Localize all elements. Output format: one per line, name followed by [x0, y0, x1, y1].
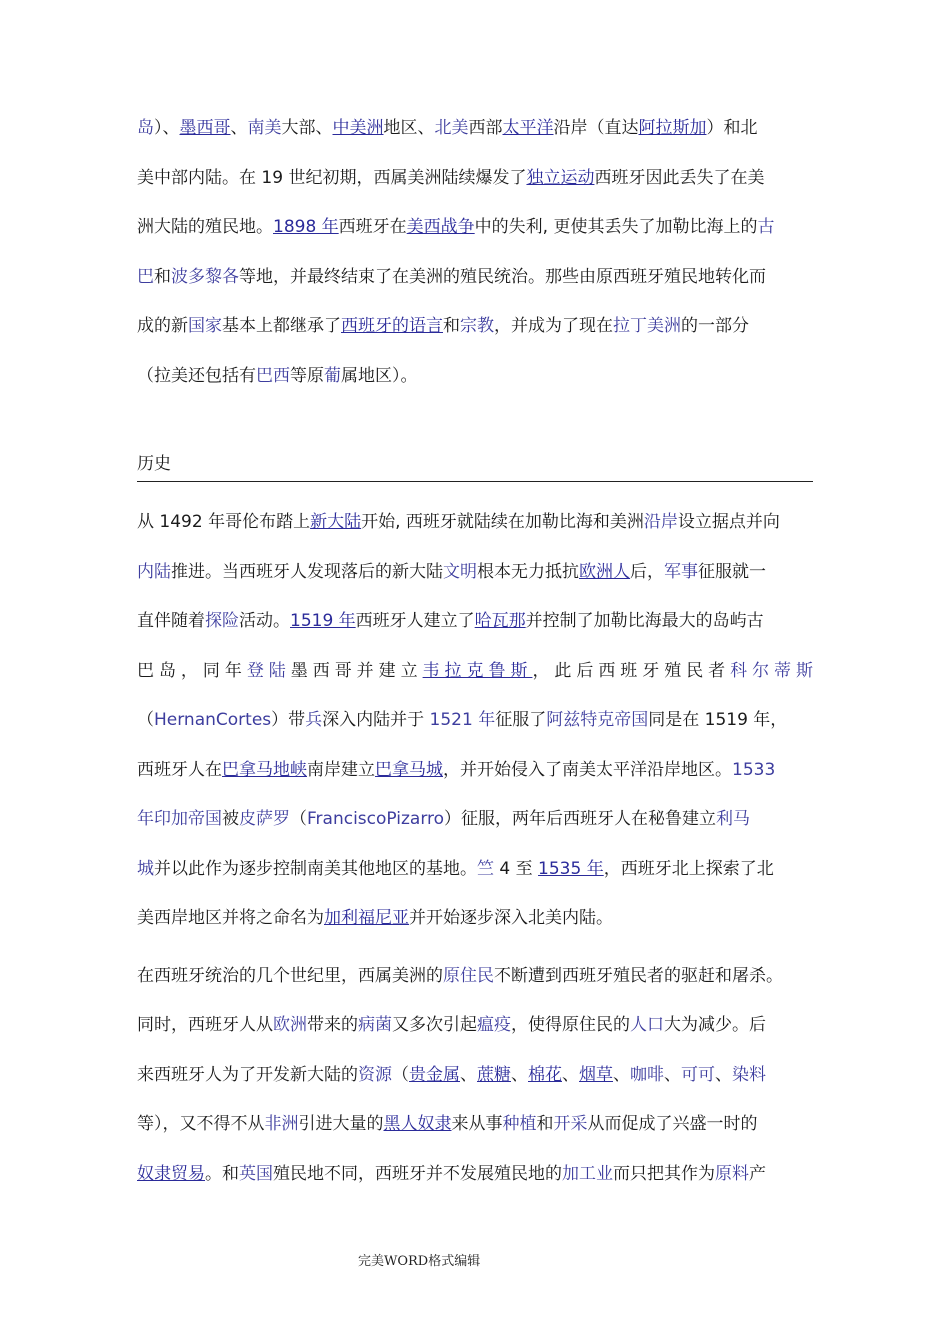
text-line: [137, 952, 813, 1002]
text-run: （拉美还包括有: [137, 365, 256, 386]
text-run: 被: [222, 809, 239, 829]
text-run: 和: [154, 266, 171, 287]
text-run: 来从事: [451, 1114, 503, 1134]
colored-term: 皮萨罗: [239, 809, 290, 829]
text-line: [137, 352, 813, 402]
hyperlink[interactable]: 黑人奴隶: [383, 1114, 452, 1134]
hyperlink[interactable]: 烟草: [579, 1064, 613, 1085]
text-run: ，并开始侵入了南美太平洋沿岸地区。: [443, 759, 732, 780]
text-run: ）带: [271, 710, 306, 730]
document-page: [137, 104, 813, 1199]
text-run: 美西岸地区并将之命名为: [137, 908, 324, 928]
text-run: ）征服，两年后西班牙人在秘鲁建立: [444, 809, 717, 829]
colored-term: 岛: [137, 118, 154, 138]
hyperlink[interactable]: 1898 年: [273, 217, 339, 237]
colored-term: 兵: [305, 710, 323, 730]
text-line: [137, 746, 813, 796]
text-run: ，使得原住民的: [511, 1015, 630, 1035]
text-run: 并控制了加勒比海最大的岛屿古: [525, 611, 764, 631]
text-line: [137, 1100, 813, 1150]
text-run: 巴岛，同年: [137, 660, 247, 681]
text-line: [137, 894, 813, 944]
hyperlink[interactable]: 中美洲: [332, 118, 384, 138]
text-run: 、: [613, 1064, 630, 1085]
text-run: 美中部内陆。在 19 世纪初期，西属美洲陆续爆发了: [137, 167, 527, 188]
colored-term: 1533: [732, 759, 776, 780]
colored-term: 1521 年: [429, 710, 496, 730]
text-run: 和: [536, 1114, 554, 1134]
colored-term: 内陆: [137, 561, 171, 582]
colored-term: 欧洲: [273, 1015, 307, 1035]
text-run: 带来的: [307, 1015, 358, 1035]
hyperlink[interactable]: 奴隶贸易: [137, 1163, 205, 1184]
hyperlink[interactable]: 加利福尼亚: [324, 908, 409, 928]
colored-term: 葡: [324, 365, 341, 386]
text-run: 不断遭到西班牙殖民者的驱赶和屠杀。: [494, 965, 783, 986]
text-line: [137, 154, 813, 204]
colored-term: 波多黎各: [171, 266, 239, 287]
text-run: 深入内陆并于: [322, 710, 430, 730]
text-run: 征服就一: [698, 561, 766, 582]
colored-term: 竺: [477, 858, 494, 879]
text-run: 。和: [205, 1163, 239, 1184]
colored-term: 年: [137, 809, 154, 829]
text-run: 并开始逐步深入北美内陆。: [409, 908, 613, 928]
colored-term: 可可: [681, 1064, 715, 1085]
text-run: 中的失利, 更使其丢失了加勒比海上的: [474, 217, 758, 237]
text-run: 等），又不得不从: [137, 1114, 265, 1134]
text-run: 同是在 1519 年，: [648, 710, 788, 730]
hyperlink[interactable]: 哈瓦那: [474, 611, 526, 631]
section-heading: 历史: [137, 447, 813, 482]
colored-term: HernanCortes: [154, 710, 272, 730]
text-run: 成的新: [137, 316, 188, 336]
colored-term: 原住民: [443, 965, 494, 986]
text-run: 开始, 西班牙就陆续在加勒比海和美洲: [361, 512, 644, 532]
text-run: 活动。: [239, 611, 290, 631]
text-line: [137, 1150, 813, 1200]
text-run: 殖民地不同，西班牙并不发展殖民地的: [273, 1163, 562, 1184]
hyperlink[interactable]: 太平洋: [502, 118, 554, 138]
colored-term: 宗教: [460, 316, 494, 336]
text-line: [137, 1001, 813, 1051]
text-run: 、: [230, 118, 248, 138]
text-run: 产: [749, 1163, 766, 1184]
text-run: 后，: [630, 561, 664, 582]
text-line: [137, 104, 813, 154]
text-run: 设立据点并向: [677, 512, 780, 532]
text-run: 西班牙在: [338, 217, 407, 237]
colored-term: 人口: [630, 1015, 664, 1035]
text-line: [137, 597, 813, 647]
paragraph-colonial-summary: [137, 104, 813, 401]
hyperlink[interactable]: 欧洲人: [579, 561, 630, 582]
colored-term: 印加帝国: [154, 809, 222, 829]
text-line: [137, 696, 813, 746]
hyperlink[interactable]: 西班牙的语言: [341, 316, 443, 336]
hyperlink[interactable]: 巴拿马地峡: [222, 759, 307, 780]
colored-term: 英国: [239, 1163, 273, 1184]
hyperlink[interactable]: 独立运动: [526, 167, 595, 188]
colored-term: 病菌: [358, 1015, 392, 1035]
paragraph-colonial-rule: [137, 952, 813, 1200]
text-run: ，西班牙北上探索了北: [603, 858, 774, 879]
text-run: ）、: [154, 118, 180, 138]
hyperlink[interactable]: 贵金属: [409, 1064, 460, 1085]
colored-term: 国家: [188, 316, 222, 336]
text-line: [137, 253, 813, 303]
colored-term: 开采: [553, 1114, 588, 1134]
colored-term: FranciscoPizarro: [307, 809, 445, 829]
colored-term: 南美: [247, 118, 282, 138]
text-run: 4 至: [494, 858, 539, 879]
hyperlink[interactable]: 韦拉克鲁斯: [422, 660, 533, 681]
text-run: 同时，西班牙人从: [137, 1015, 273, 1035]
text-run: 、: [460, 1064, 477, 1085]
colored-term: 染料: [732, 1064, 766, 1085]
text-line: [137, 302, 813, 352]
text-line: [137, 548, 813, 598]
text-run: 推进。当西班牙人发现落后的新大陆: [171, 561, 443, 582]
text-run: ）和北: [706, 118, 758, 138]
colored-term: 资源: [358, 1064, 392, 1085]
colored-term: 阿兹特克帝国: [546, 710, 649, 730]
text-run: 大为减少。后: [664, 1015, 766, 1035]
colored-term: 探险: [205, 611, 239, 631]
colored-term: 加工业: [562, 1163, 613, 1184]
hyperlink[interactable]: 1519 年: [290, 611, 356, 631]
text-run: 直伴随着: [137, 611, 205, 631]
colored-term: 瘟疫: [477, 1015, 511, 1035]
hyperlink[interactable]: 1535 年: [538, 858, 604, 879]
text-run: 、: [664, 1064, 681, 1085]
text-run: 洲大陆的殖民地。: [137, 217, 273, 237]
hyperlink[interactable]: 阿拉斯加: [638, 118, 707, 138]
text-run: 根本无力抵抗: [477, 561, 579, 582]
colored-term: 文明: [443, 561, 477, 582]
colored-term: 城: [137, 858, 154, 879]
text-run: （: [290, 809, 307, 829]
text-run: 、: [715, 1064, 732, 1085]
text-run: 、: [511, 1064, 528, 1085]
colored-term: 利马: [716, 809, 751, 829]
text-run: 基本上都继承了: [222, 316, 341, 336]
text-run: 从 1492 年哥伦布踏上: [137, 512, 311, 532]
text-run: 属地区）。: [341, 365, 418, 386]
colored-term: 拉丁美洲: [613, 316, 681, 336]
text-run: 和: [443, 316, 460, 336]
text-run: 在西班牙统治的几个世纪里，西属美洲的: [137, 965, 443, 986]
text-line: [137, 845, 813, 895]
text-run: 墨西哥并建立: [290, 660, 423, 681]
text-run: 西班牙因此丢失了在美: [594, 167, 765, 188]
text-run: 从而促成了兴盛一时的: [587, 1114, 758, 1134]
hyperlink[interactable]: 棉花: [528, 1064, 562, 1085]
text-line: [137, 1051, 813, 1101]
colored-term: 科尔蒂斯: [730, 660, 813, 681]
text-run: 征服了: [495, 710, 547, 730]
colored-term: 非洲: [264, 1114, 299, 1134]
text-line: [137, 795, 813, 845]
colored-term: 北美: [434, 118, 469, 138]
text-run: 南岸建立: [307, 759, 375, 780]
text-run: 等原: [290, 365, 324, 386]
text-run: ，并成为了现在: [494, 316, 613, 336]
text-run: 沿岸（直达: [553, 118, 639, 138]
text-run: 的一部分: [681, 316, 749, 336]
colored-term: 军事: [664, 561, 698, 582]
colored-term: 原料: [715, 1163, 749, 1184]
colored-term: 咖啡: [630, 1064, 664, 1085]
text-run: 西部: [468, 118, 503, 138]
text-run: ，此后西班牙殖民者: [532, 660, 731, 681]
colored-term: 登陆: [246, 660, 291, 681]
hyperlink[interactable]: 巴拿马城: [375, 759, 443, 780]
text-run: 等地，并最终结束了在美洲的殖民统治。那些由原西班牙殖民地转化而: [239, 266, 766, 287]
text-run: 地区、: [383, 118, 435, 138]
paragraph-history: [137, 498, 813, 944]
text-line: [137, 647, 813, 697]
page-footer: 完美WORD格式编辑: [358, 1254, 481, 1269]
text-run: 又多次引起: [392, 1015, 477, 1035]
colored-term: 巴西: [256, 365, 290, 386]
text-line: [137, 498, 813, 548]
text-run: 大部、: [281, 118, 333, 138]
text-run: （: [137, 710, 154, 730]
hyperlink[interactable]: 墨西哥: [179, 118, 231, 138]
text-run: （: [392, 1064, 409, 1085]
hyperlink[interactable]: 新大陆: [310, 512, 362, 532]
text-run: 并以此作为逐步控制南美其他地区的基地。: [154, 858, 477, 879]
text-run: 西班牙人建立了: [355, 611, 475, 631]
colored-term: 种植: [502, 1114, 537, 1134]
text-run: 西班牙人在: [137, 759, 222, 780]
hyperlink[interactable]: 美西战争: [406, 217, 475, 237]
text-run: 而只把其作为: [613, 1163, 715, 1184]
colored-term: 巴: [137, 266, 154, 287]
text-line: [137, 203, 813, 253]
hyperlink[interactable]: 蔗糖: [477, 1064, 511, 1085]
colored-term: 古: [757, 217, 775, 237]
colored-term: 沿岸: [643, 512, 678, 532]
text-run: 引进大量的: [298, 1114, 384, 1134]
text-run: 、: [562, 1064, 579, 1085]
text-run: 来西班牙人为了开发新大陆的: [137, 1064, 358, 1085]
